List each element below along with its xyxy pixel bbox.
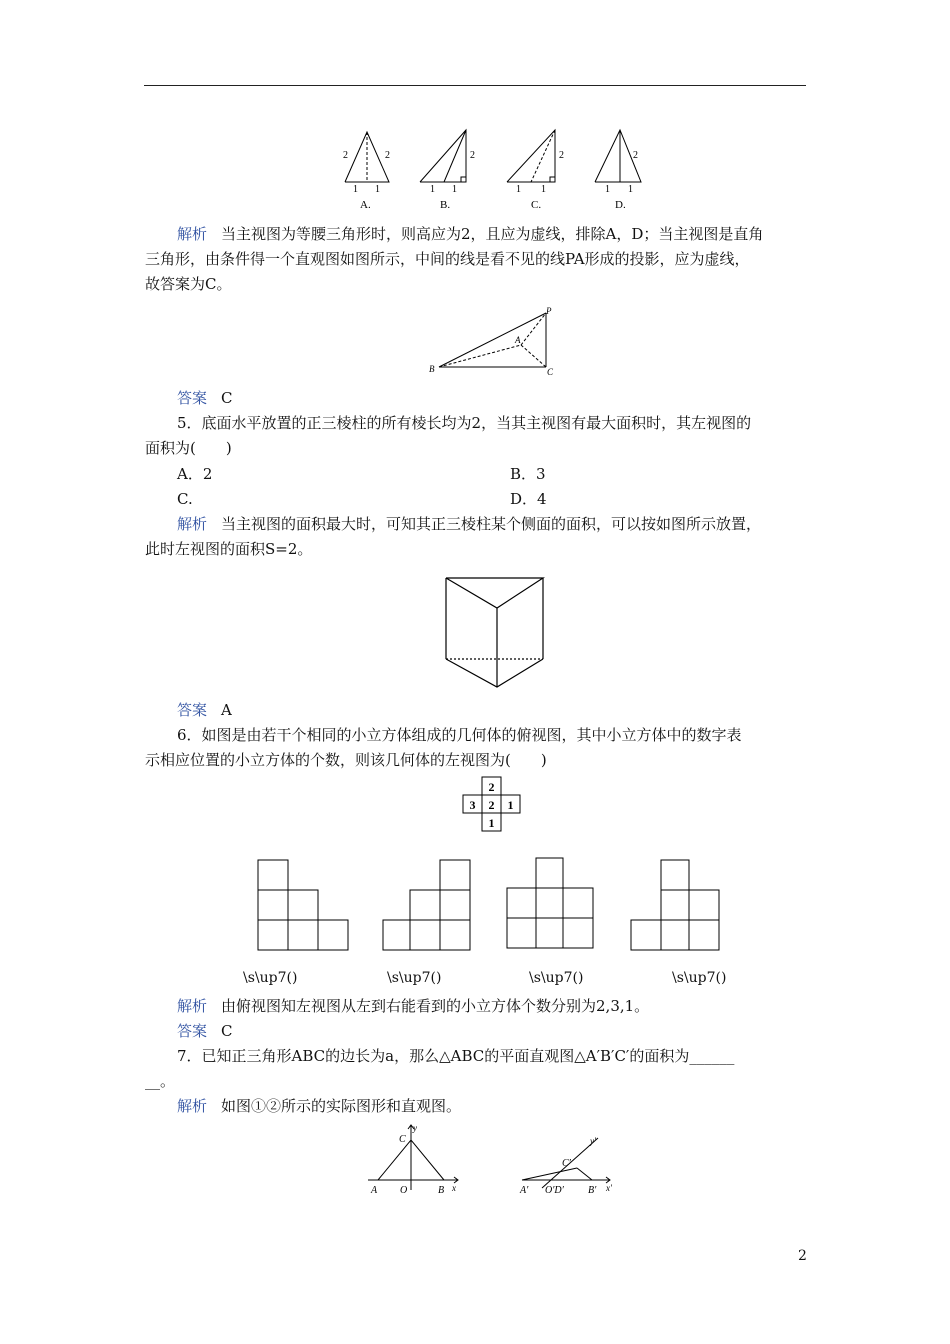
svg-text:1: 1 [628, 184, 633, 195]
svg-text:2: 2 [633, 150, 638, 161]
svg-text:B′: B′ [588, 1185, 597, 1196]
svg-text:3: 3 [469, 798, 476, 812]
q6-explain: 解析 由俯视图知左视图从左到右能看到的小立方体个数分别为2,3,1。 [177, 997, 650, 1015]
q7-explain: 解析 如图①②所示的实际图形和直观图。 [177, 1097, 462, 1115]
q5-prism-figure [440, 572, 560, 692]
q5-explain-line1: 解析 当主视图的面积最大时，可知其正三棱柱某个侧面的面积，可以按如图所示放置， [177, 515, 762, 533]
svg-text:A: A [515, 335, 521, 345]
svg-text:B.: B. [440, 199, 451, 211]
option-b-figure [420, 130, 466, 182]
option-c-figure [507, 130, 555, 182]
svg-text:B: B [429, 364, 435, 374]
q6-caption-c: \s\up7() [529, 970, 584, 986]
svg-text:A: A [371, 1185, 378, 1196]
option-a-figure [345, 132, 389, 182]
svg-text:2: 2 [488, 780, 495, 794]
svg-text:1: 1 [516, 184, 521, 195]
q4-explain-line1: 解析 当主视图为等腰三角形时，则高应为2，且应为虚线，排除A，D；当主视图是直角 [177, 225, 764, 243]
q6-top-view-grid [460, 776, 524, 836]
svg-text:1: 1 [353, 184, 358, 195]
svg-text:C.: C. [531, 199, 542, 211]
svg-text:2: 2 [470, 150, 475, 161]
q4-explain-line2: 三角形，由条件得一个直观图如图所示，中间的线是看不见的线PA形成的投影，应为虚线， [145, 250, 750, 268]
svg-text:2: 2 [559, 150, 564, 161]
q5-answer: 答案 A [177, 701, 232, 719]
q5-option-c: C. [177, 490, 193, 508]
svg-text:2: 2 [343, 150, 348, 161]
q6-caption-d: \s\up7() [672, 970, 727, 986]
q7-stem-line1: 7．已知正三角形ABC的边长为a，那么△ABC的平面直观图△A′B′C′的面积为______ [177, 1047, 735, 1065]
q5-option-a: A．2 [177, 465, 213, 483]
svg-text:1: 1 [488, 816, 495, 830]
q6-stem-line2: 示相应位置的小立方体的个数，则该几何体的左视图为( ) [145, 751, 547, 769]
svg-text:C′: C′ [562, 1158, 571, 1169]
q7-figure-actual [360, 1122, 470, 1202]
svg-text:1: 1 [507, 798, 514, 812]
svg-text:1: 1 [430, 184, 435, 195]
q7-stem-line2: __。 [145, 1072, 176, 1090]
q4-answer: 答案 C [177, 389, 233, 407]
svg-text:O′D′: O′D′ [545, 1185, 564, 1196]
svg-text:y′: y′ [590, 1136, 596, 1146]
q5-stem-line1: 5．底面水平放置的正三棱柱的所有棱长均为2，当其主视图有最大面积时，其左视图的 [177, 414, 752, 432]
svg-text:A′: A′ [520, 1185, 529, 1196]
q6-option-figures [250, 852, 730, 954]
page-number: 2 [798, 1248, 807, 1264]
header-rule [144, 85, 806, 86]
svg-text:C: C [399, 1134, 406, 1145]
q6-caption-a: \s\up7() [243, 970, 298, 986]
svg-text:B: B [438, 1185, 445, 1196]
svg-text:2: 2 [385, 150, 390, 161]
q6-answer: 答案 C [177, 1022, 233, 1040]
svg-text:D.: D. [615, 199, 626, 211]
q4-explain-line3: 故答案为C。 [145, 275, 232, 293]
q5-option-b: B．3 [510, 465, 546, 483]
q4-pyramid-figure [425, 303, 565, 383]
svg-text:O: O [400, 1185, 408, 1196]
svg-text:P: P [546, 306, 552, 316]
svg-text:1: 1 [605, 184, 610, 195]
q5-option-d: D．4 [510, 490, 547, 508]
q6-stem-line1: 6．如图是由若干个相同的小立方体组成的几何体的俯视图，其中小立方体中的数字表 [177, 726, 742, 744]
svg-text:y: y [413, 1123, 417, 1133]
q7-figure-oblique [512, 1130, 627, 1200]
svg-text:2: 2 [488, 798, 495, 812]
svg-text:1: 1 [375, 184, 380, 195]
q4-option-figures [335, 125, 655, 215]
q5-explain-line2: 此时左视图的面积S=2。 [145, 540, 313, 558]
svg-text:x: x [452, 1183, 456, 1193]
svg-text:A.: A. [360, 199, 371, 211]
svg-text:1: 1 [452, 184, 457, 195]
svg-text:x′: x′ [606, 1183, 612, 1193]
q5-stem-line2: 面积为( ) [145, 439, 232, 457]
svg-text:C: C [547, 367, 554, 377]
svg-text:1: 1 [541, 184, 546, 195]
q6-caption-b: \s\up7() [387, 970, 442, 986]
